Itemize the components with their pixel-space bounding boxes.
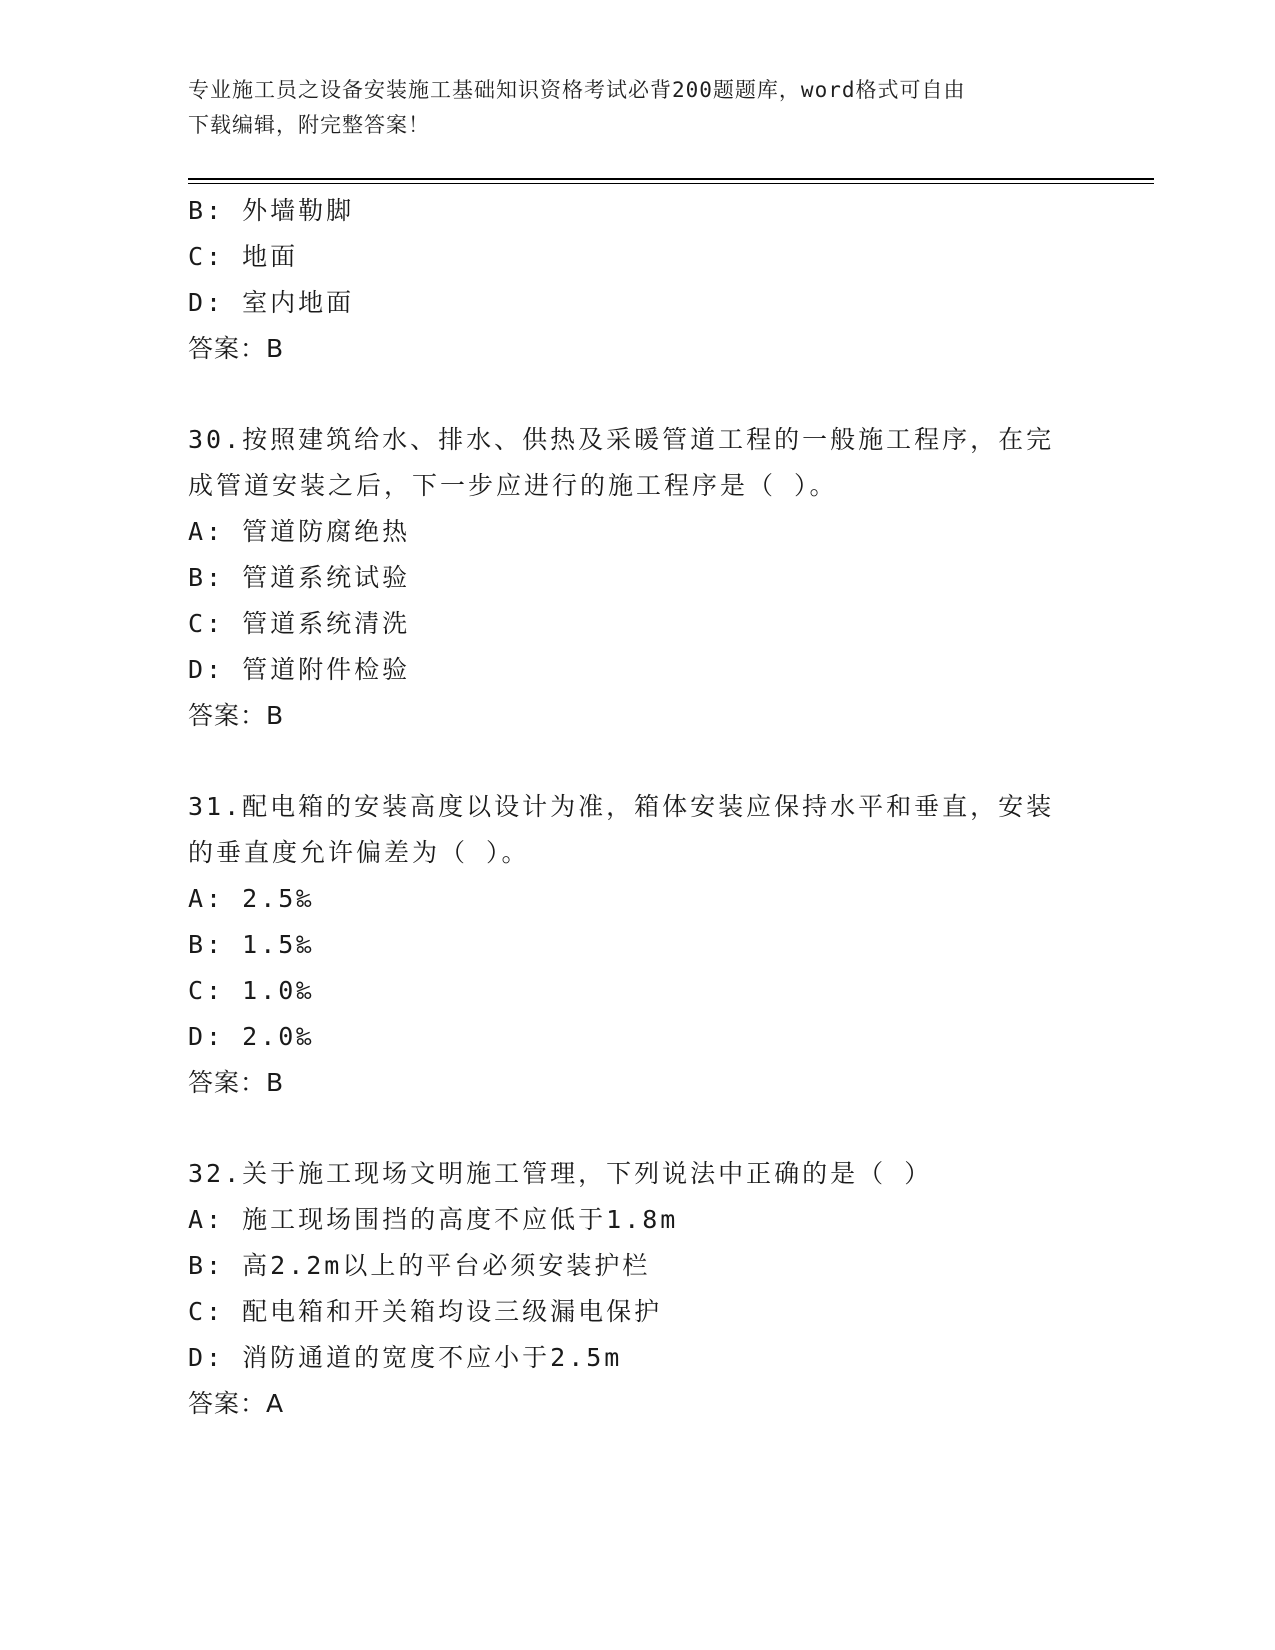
option-c: C: 1.0‰ [188,976,315,1005]
question-stem-line: 成管道安装之后，下一步应进行的施工程序是（ ）。 [188,471,838,500]
answer-line: 答案：B [188,334,285,363]
option-b: B: 管道系统试验 [188,563,411,592]
option-d: D: 消防通道的宽度不应小于2.5m [188,1343,623,1372]
question-list [188,188,1088,1427]
option-b: B: 外墙勒脚 [188,196,355,225]
question-stem-line: 30.按照建筑给水、排水、供热及采暖管道工程的一般施工程序，在完 [188,425,1055,454]
partial-question-block [188,188,1088,372]
header-line-2: 下载编辑，附完整答案！ [188,113,430,137]
option-d: D: 室内地面 [188,288,355,317]
header-line-1: 专业施工员之设备安装施工基础知识资格考试必背200题题库，word格式可自由 [188,78,966,102]
option-a: A: 管道防腐绝热 [188,517,411,546]
option-c: C: 地面 [188,242,299,271]
option-c: C: 配电箱和开关箱均设三级漏电保护 [188,1297,663,1326]
question-30 [188,417,1088,739]
question-stem-line: 32.关于施工现场文明施工管理，下列说法中正确的是（ ） [188,1159,933,1188]
answer-line: 答案：B [188,701,285,730]
question-stem-line: 31.配电箱的安装高度以设计为准，箱体安装应保持水平和垂直，安装 [188,792,1055,821]
option-a: A: 2.5‰ [188,884,315,913]
option-b: B: 高2.2m以上的平台必须安装护栏 [188,1251,651,1280]
option-d: D: 管道附件检验 [188,655,411,684]
answer-line: 答案：B [188,1068,285,1097]
document-header [188,73,1088,143]
spacer [188,372,1088,417]
spacer [188,739,1088,784]
question-31 [188,784,1088,1106]
question-stem-line: 的垂直度允许偏差为（ ）。 [188,838,530,867]
answer-line: 答案：A [188,1389,285,1418]
spacer [188,1106,1088,1151]
question-32 [188,1151,1088,1427]
option-a: A: 施工现场围挡的高度不应低于1.8m [188,1205,679,1234]
option-b: B: 1.5‰ [188,930,315,959]
header-divider-thin [188,183,1154,184]
option-c: C: 管道系统清洗 [188,609,411,638]
option-d: D: 2.0‰ [188,1022,315,1051]
header-divider-thick [188,178,1154,180]
